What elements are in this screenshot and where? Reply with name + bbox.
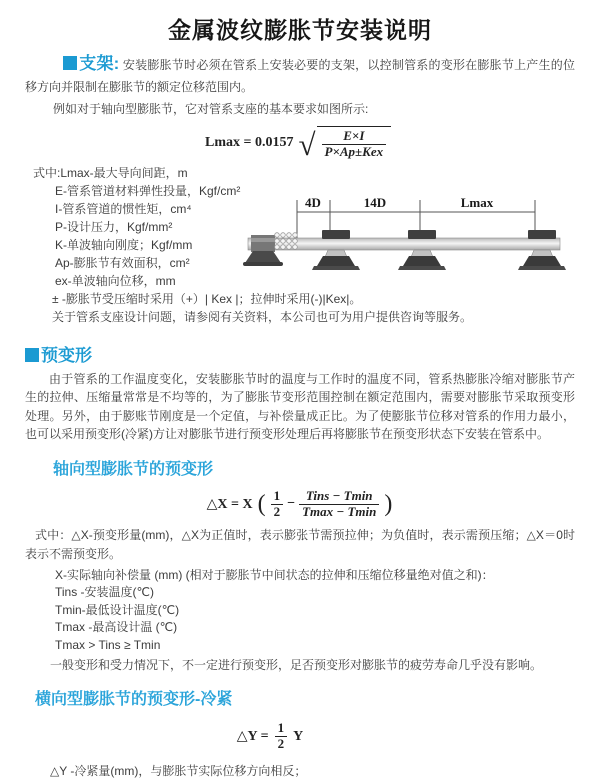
minus-sign: − <box>287 496 296 512</box>
square-root-icon: √ <box>298 127 316 163</box>
fraction-numerator: 1 <box>275 721 288 737</box>
formula-axial <box>0 489 600 520</box>
axial-definitions-list <box>0 567 600 655</box>
pipe-support-diagram <box>243 192 595 292</box>
fraction-numerator: E×I <box>322 129 387 145</box>
formula-lateral <box>0 721 540 752</box>
support-example-line: 例如对于轴向型膨胀节，它对管系支座的基本要求如图所示: <box>53 102 369 116</box>
axial-subheading: 轴向型膨胀节的预变形 <box>53 460 214 478</box>
predeform-section-heading <box>0 341 600 366</box>
support-section-heading <box>63 54 119 73</box>
consult-note: 关于管系支座设计问题，请参阅有关资料，本公司也可为用户提供咨询等服务。 <box>52 310 473 325</box>
fraction-temperature <box>299 489 379 520</box>
predeform-heading-label: 预变形 <box>41 345 92 365</box>
lateral-subheading: 横向型膨胀节的预变形-冷紧 <box>35 691 233 709</box>
dim-label-4d: 4D <box>305 195 321 210</box>
definition-line: 式中:Lmax-最大导向间距，m <box>33 165 188 180</box>
formula-lmax <box>0 126 600 163</box>
formula-lateral-suffix: Y <box>293 728 304 744</box>
fraction-half <box>275 721 288 752</box>
close-paren: ) <box>384 491 393 518</box>
formula-lateral-prefix: △Y = <box>236 729 269 745</box>
support-intro-text: 安装膨胀节时必须在管系上安装必要的支架，以控制管系的变形在膨胀节上产生的位移方向并限制在膨胀节的额定位移范围内。 <box>25 58 575 94</box>
definition-line: I-管系管道的惯性矩，cm⁴ <box>55 201 192 216</box>
definition-line: Tmin-最低设计温度(℃) <box>55 602 180 617</box>
formula-lmax-lhs: Lmax = 0.0157 <box>205 134 294 150</box>
axial-explain: 式中：△X-预变形量(mm)，△X为正值时，表示膨张节需预拉伸；为负值时，表示需预压缩；△X＝0时表示不需预变形。 <box>25 527 575 561</box>
definition-line: Tmax -最高设计温 (℃) <box>55 620 178 635</box>
formula-axial-prefix: △X = X <box>206 496 253 512</box>
fraction-denominator: 2 <box>273 503 281 519</box>
lateral-note: △Y -冷紧量(mm)，与膨胀节实际位移方向相反； <box>50 764 307 779</box>
definition-line: ex-单波轴向位移，mm <box>55 273 176 288</box>
square-bullet-icon <box>63 56 77 70</box>
plus-minus-note: ± -膨胀节受压缩时采用（+）| Kex |；拉伸时采用(-)|Kex|。 <box>52 291 362 306</box>
open-paren: ( <box>257 491 266 518</box>
definition-line: X-实际轴向补偿量 (mm) (相对于膨胀节中间状态的拉伸和压缩位移量绝对值之和)： <box>55 567 494 582</box>
definition-line: K-单波轴向刚度；Kgf/mm <box>55 237 193 252</box>
fraction-numerator: Tins − Tmin <box>299 489 379 505</box>
dim-label-14d: 14D <box>363 195 387 210</box>
definition-line: Tins -安装温度(℃) <box>55 585 155 600</box>
definition-line: E-管系管道材料弹性投量，Kgf/cm² <box>55 183 241 198</box>
support-heading-label: 支架: <box>79 54 120 73</box>
definition-line: P-设计压力，Kgf/mm² <box>55 219 173 234</box>
page-title: 金属波纹膨胀节安装说明 <box>168 17 432 43</box>
square-bullet-icon <box>25 348 39 362</box>
fraction-numerator: 1 <box>271 489 284 505</box>
axial-note: 一般变形和受力情况下，不一定进行预变形，足否预变形对膨胀节的疲劳寿命几乎没有影响。 <box>50 658 543 673</box>
predeform-paragraph: 由于管系的工作温度变化，安装膨胀节时的温度与工作时的温度不同，管系热膨胀冷缩对膨胀节产生的拉伸、压缩量常常是不均等的，为了膨胀节变形范围控制在额定范围内，需要对膨胀节采取预变形处理。另外，由于膨账节刚度是一个定值，与补偿量成正比。为了使膨胀节位移对管系的作用力最小，也可以采用预变形(冷紧)方让对膨胀节进行预变形处理后再将膨胀节在预变形状态下安装在管系中。 <box>25 371 575 442</box>
definition-line: Tmax > Tins ≥ Tmin <box>55 637 161 652</box>
fraction <box>322 129 387 160</box>
fraction-denominator: P×Ap±Kex <box>324 143 384 159</box>
support-paragraph <box>0 53 600 98</box>
formula-lmax-radicand <box>317 126 392 160</box>
definition-line: Ap-膨胀节有效面积，cm² <box>55 255 190 270</box>
support-definitions-list <box>0 164 275 290</box>
fraction-denominator: Tmax − Tmin <box>302 503 377 519</box>
dim-label-lmax: Lmax <box>460 195 494 210</box>
fraction-denominator: 2 <box>277 736 285 752</box>
fraction-half <box>271 489 284 520</box>
